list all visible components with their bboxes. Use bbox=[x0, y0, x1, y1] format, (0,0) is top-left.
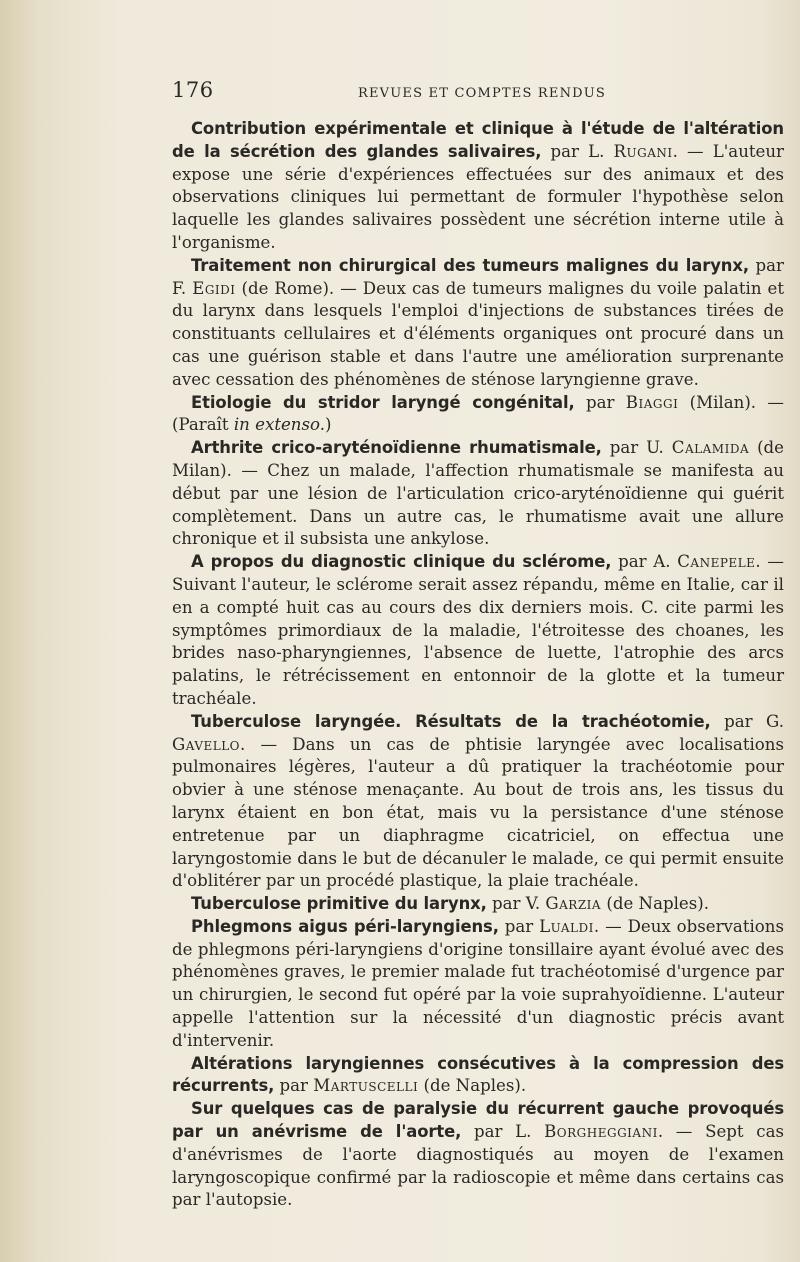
review-entry bbox=[172, 893, 784, 916]
entry-by: par bbox=[498, 916, 540, 936]
entry-author: Calamida bbox=[671, 438, 750, 458]
running-title: REVUES ET COMPTES RENDUS bbox=[358, 86, 607, 101]
entry-text: . — Sept cas d'anévrismes de l'aorte diagnostiqués au moyen de l'examen laryngoscopique confirmé par la radioscopie et même dans certains cas par l'autopsie. bbox=[172, 1122, 784, 1210]
entry-title: Contribution expérimentale et clinique à l'étude de l'altération de la sécrétion des glandes salivaires, bbox=[172, 119, 784, 161]
review-entry bbox=[172, 916, 784, 1053]
entry-author: Martuscelli bbox=[313, 1076, 419, 1096]
entry-author: Lualdi bbox=[539, 916, 594, 936]
entry-by: par A. bbox=[611, 552, 678, 572]
entry-by: par L. bbox=[461, 1122, 545, 1142]
entry-author: Biaggi bbox=[625, 392, 679, 412]
entry-author: Egidi bbox=[192, 278, 236, 298]
review-entry bbox=[172, 118, 784, 255]
entry-title: Tuberculose primitive du larynx, bbox=[191, 894, 487, 914]
article-body bbox=[172, 118, 784, 1212]
entry-author: Garzia bbox=[545, 894, 602, 914]
entry-by: par U. bbox=[601, 438, 672, 458]
entry-author: Gavello bbox=[172, 734, 241, 754]
entry-by: par L. bbox=[541, 141, 614, 161]
page-header bbox=[172, 78, 784, 108]
entry-title: Tuberculose laryngée. Résultats de la trachéotomie, bbox=[191, 711, 711, 731]
entry-tail: ) bbox=[325, 415, 332, 435]
entry-text: . — Suivant l'auteur, le sclérome serait assez répandu, même en Italie, car il en a compté huit cas au cours des dix derniers mois. C. cite parmi les symptômes primordiaux de la maladie, l'étroitesse des choanes, les brides naso-pharyngiennes, l'absence de luette, l'atrophie des arcs palatins, le rétrécissement en entonnoir de la glotte et la tumeur trachéale. bbox=[172, 552, 784, 708]
entry-text: (de Rome). — Deux cas de tumeurs malignes du voile palatin et du larynx dans lesquels l'emploi d'injections de substances tirées de constituants cellulaires et d'éléments organiques ont procuré dans un cas une guérison stable et dans l'autre une amélioration surprenante avec cessation des phénomènes de sténose laryngienne grave. bbox=[172, 278, 784, 389]
review-entry bbox=[172, 551, 784, 711]
entry-by: par F. bbox=[172, 255, 784, 298]
entry-italic-note: in extenso. bbox=[233, 415, 325, 435]
entry-by: par bbox=[274, 1076, 314, 1096]
review-entry bbox=[172, 711, 784, 893]
entry-title: Phlegmons aigus péri-laryngiens, bbox=[191, 916, 499, 936]
entry-text: . — Deux observations de phlegmons péri-laryngiens d'origine tonsillaire ayant évolué avec des phénomènes graves, le premier malade fut trachéotomisé d'urgence par un chirurgien, le second fut opéré par la voie suprahyoïdienne. L'auteur appelle l'attention sur la nécessité d'un diagnostic précis avant d'intervenir. bbox=[172, 916, 784, 1050]
entry-by: par bbox=[574, 392, 626, 412]
entry-text: . — L'auteur expose une série d'expériences effectuées sur des animaux et des observations cliniques lui permettant de formuler l'hypothèse selon laquelle les glandes salivaires possèdent une sécrétion interne utile à l'organisme. bbox=[172, 141, 784, 252]
entry-title: Arthrite crico-aryténoïdienne rhumatismale, bbox=[191, 438, 602, 458]
entry-author: Borgheggiani bbox=[544, 1122, 658, 1142]
entry-title: Altérations laryngiennes consécutives à la compression des récurrents, bbox=[172, 1053, 784, 1096]
entry-text: (Milan). — (Paraît bbox=[172, 392, 785, 435]
entry-title: Sur quelques cas de paralysie du récurrent gauche provoqués par un anévrisme de l'aorte, bbox=[172, 1099, 784, 1142]
review-entry bbox=[172, 255, 784, 392]
entry-author: Rugani bbox=[613, 141, 673, 161]
entry-by: par V. bbox=[486, 894, 546, 914]
entry-title: A propos du diagnostic clinique du sclérome, bbox=[191, 552, 612, 572]
review-entry bbox=[172, 1053, 784, 1099]
entry-title: Etiologie du stridor laryngé congénital, bbox=[191, 392, 575, 412]
review-entry bbox=[172, 1098, 784, 1212]
entry-by: par G. bbox=[710, 711, 784, 731]
entry-text: (de Naples). bbox=[601, 894, 709, 914]
entry-text: . — Dans un cas de phtisie laryngée avec localisations pulmonaires légères, l'auteur a dû pratiquer la trachéotomie pour obvier à une sténose menaçante. Au bout de trois ans, les tissus du larynx étaient en bon état, mais vu la persistance d'une sténose entretenue par un diaphragme cicatriciel, on effectua une laryngostomie dans le but de décanuler le malade, ce qui permit ensuite d'oblitérer par un procédé plastique, la plaie trachéale. bbox=[172, 734, 784, 891]
entry-text: (de Naples). bbox=[418, 1076, 527, 1096]
entry-title: Traitement non chirurgical des tumeurs malignes du larynx, bbox=[191, 255, 749, 275]
review-entry bbox=[172, 392, 784, 438]
entry-author: Canepele bbox=[677, 552, 756, 572]
page-number: 176 bbox=[172, 78, 214, 102]
review-entry bbox=[172, 437, 784, 551]
entry-text: (de Milan). — Chez un malade, l'affection rhumatismale se manifesta au début par une lésion de l'articulation crico-aryténoïdienne qui guérit complètement. Dans un autre cas, le rhumatisme avait une allure chronique et il subsista une ankylose. bbox=[172, 438, 784, 549]
